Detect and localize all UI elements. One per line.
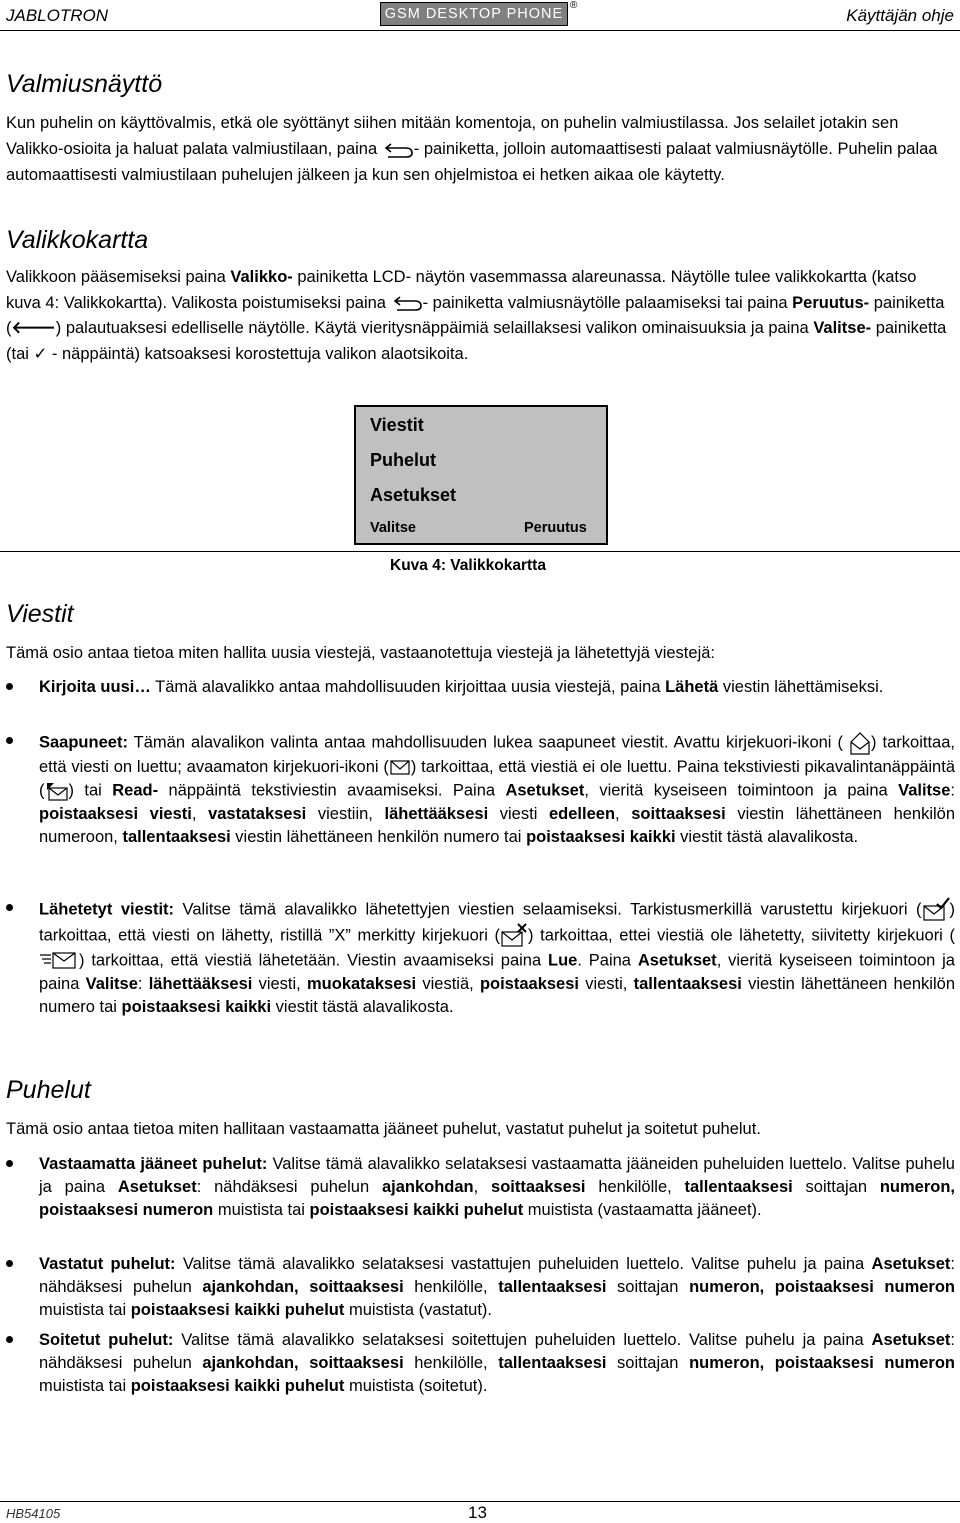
registered-mark: ®: [570, 0, 578, 11]
text: , vieritä kyseiseen toimintoon ja paina: [39, 951, 955, 993]
text: : nähdäksesi puhelun: [39, 1331, 955, 1372]
text: ) tarkoittaa, että viestiä lähetetään. Viestin avaamiseksi paina: [79, 951, 548, 970]
keyword: numeron, poistaaksesi numeron: [39, 1178, 955, 1219]
text: muistista tai: [39, 1377, 131, 1395]
keyword: numeron, poistaaksesi numeron: [689, 1354, 956, 1372]
text: ) tarkoittaa, että viestiä ei ole luettu. Paina tekstiviesti pikavalintanäppäintä (: [39, 758, 955, 800]
keyword: tallentaaksesi: [684, 1178, 793, 1196]
text: ) palautuaksesi edelliselle näytölle. Käytä vieritysnäppäimiä selaillaksesi valikon ominaisuuksia ja paina: [55, 319, 814, 337]
lcd-softkey-peruutus: Peruutus: [524, 520, 587, 536]
keyword: Read-: [112, 781, 159, 800]
text: viestit tästä alavalikosta.: [675, 828, 859, 846]
bullet-marker: [6, 904, 16, 914]
bullet-marker: [6, 1260, 16, 1270]
text: viestin lähettäneen henkilön numero tai: [230, 828, 527, 846]
text: muistista tai: [39, 1301, 131, 1319]
text: : nähdäksesi puhelun: [39, 1255, 955, 1296]
lcd-item-puhelut: Puhelut: [370, 450, 436, 470]
text: painiketta LCD- näytön vasemmassa alareunassa. Näytölle tulee valikkokartta (katso kuva 4: Valikkokartta). Valikosta poistumiseksi paina: [6, 268, 917, 312]
list-item-saapuneet: [39, 730, 955, 849]
lcd-item-viestit: Viestit: [370, 415, 424, 435]
text: muistista (soitetut).: [344, 1377, 488, 1395]
text: soittajan: [792, 1178, 880, 1196]
text: muistista tai: [213, 1201, 310, 1219]
text: - näppäintä) katsoaksesi korostettuja valikon alaotsikoita.: [47, 344, 469, 363]
text: :: [137, 975, 149, 993]
text: . Paina: [577, 951, 638, 970]
text: viestit tästä alavalikosta.: [271, 998, 454, 1016]
keyword: tallentaaksesi: [633, 975, 742, 993]
paragraph-valmiusnaytto: [6, 110, 954, 188]
keyword: tallentaaksesi: [498, 1354, 607, 1372]
keyword: Valitse: [898, 781, 951, 800]
footer-divider: [0, 1501, 960, 1502]
keyword: soittaaksesi: [491, 1178, 586, 1196]
text: ,: [473, 1178, 492, 1196]
paragraph-viestit-intro: Tämä osio antaa tietoa miten hallita uusia viestejä, vastaanotettuja viestejä ja lähetettyjä viestejä:: [6, 644, 715, 662]
bullet-marker: [6, 737, 16, 747]
section-title-viestit: Viestit: [6, 600, 74, 628]
text: muistista (vastaamatta jääneet).: [523, 1201, 762, 1219]
keyword: soittaaksesi: [631, 805, 726, 823]
text: viestiin,: [306, 805, 385, 823]
text: ,: [615, 805, 632, 823]
text: näppäintä tekstiviestin avaamiseksi. Paina: [158, 781, 506, 800]
keyword: poistaaksesi kaikki puhelut: [130, 1301, 345, 1319]
keyword: tallentaaksesi: [122, 828, 231, 846]
item-lead: Lähetetyt viestit:: [39, 900, 175, 919]
paragraph-valikkokartta: [6, 265, 954, 367]
keyword: poistaaksesi kaikki: [121, 998, 272, 1016]
text: ,: [191, 805, 209, 823]
lcd-menu-figure: [354, 405, 608, 545]
item-lead: Vastaamatta jääneet puhelut:: [39, 1155, 268, 1173]
list-item-vastaamatta: [39, 1153, 955, 1222]
back-arrow-icon: [382, 141, 414, 159]
text: henkilölle,: [403, 1278, 499, 1296]
keyword: numeron, poistaaksesi numeron: [689, 1278, 956, 1296]
text: ) tarkoittaa, ettei viestiä ole lähetetty, siivitetty kirjekuori (: [528, 926, 955, 945]
section-title-valmiusnaytto: Valmiusnäyttö: [6, 70, 163, 98]
text: viesti,: [252, 975, 307, 993]
text: ) tai: [68, 781, 113, 800]
item-lead: Kirjoita uusi…: [39, 678, 151, 696]
text: - painiketta, jolloin automaattisesti palaat valmiusnäytölle. Puhelin palaa automaattisesti valmiustilaan puhelujen jälkeen ja kun sen ohjelmistoa ei hetken aikaa ole käytetty.: [6, 140, 938, 184]
keyword: tallentaaksesi: [498, 1278, 607, 1296]
checkmark-icon: ✓: [33, 344, 48, 363]
text: Valikkoon pääsemiseksi paina: [6, 268, 231, 286]
keyword: ajankohdan, soittaaksesi: [202, 1278, 404, 1296]
closed-envelope-icon: [389, 758, 411, 778]
text: Valitse tämä alavalikko selataksesi vastaamatta jääneiden puheluiden luettelo. Valitse puhelu ja paina: [39, 1155, 955, 1196]
text: ) tarkoittaa, että viesti on luettu; avaamaton kirjekuori-ikoni (: [39, 733, 955, 776]
keyword: Asetukset: [117, 1178, 197, 1196]
list-item-vastatut: [39, 1253, 955, 1322]
page-number: 13: [468, 1503, 487, 1522]
keyword: Asetukset: [871, 1331, 951, 1349]
sms-envelope-icon: [45, 779, 69, 803]
text: henkilölle,: [403, 1354, 499, 1372]
keyword: Valitse-: [813, 319, 872, 337]
keyword: Lähetä: [665, 678, 719, 696]
figure-divider: [0, 551, 960, 552]
text: viestin lähettämiseksi.: [718, 678, 884, 696]
keyword: poistaaksesi kaikki puhelut: [309, 1201, 524, 1219]
list-item-kirjoita-uusi: [39, 676, 955, 699]
figure-caption: Kuva 4: Valikkokartta: [390, 557, 546, 574]
text: henkilölle,: [585, 1178, 685, 1196]
left-arrow-icon: 🡐: [11, 319, 56, 337]
text: viesti: [488, 805, 549, 823]
lcd-softkey-valitse: Valitse: [370, 520, 416, 536]
text: soittajan: [606, 1278, 690, 1296]
text: Kun puhelin on käyttövalmis, etkä ole syöttänyt siihen mitään komentoja, on puhelin valmiustilassa. Jos selailet jotakin sen Valikko-osioita ja haluat palata valmiustilaan, paina: [6, 114, 899, 158]
document-title: Käyttäjän ohje: [846, 6, 954, 25]
keyword: Asetukset: [637, 951, 717, 970]
text: , vieritä kyseiseen toimintoon ja paina: [584, 781, 899, 800]
keyword: Valitse: [85, 975, 138, 993]
bullet-marker: [6, 683, 16, 693]
text: painiketta (tai: [6, 319, 947, 363]
text: : nähdäksesi puhelun: [196, 1178, 382, 1196]
product-logo: GSM DESKTOP PHONE: [380, 2, 568, 26]
open-envelope-icon: [849, 730, 871, 756]
bullet-marker: [6, 1336, 16, 1346]
keyword: Asetukset: [505, 781, 585, 800]
keyword: Valikko-: [230, 268, 293, 286]
text: viestin lähettäneen henkilön numero tai: [39, 975, 955, 1016]
keyword: muokataksesi: [306, 975, 417, 993]
keyword: ajankohdan: [381, 1178, 474, 1196]
text: viesti,: [579, 975, 634, 993]
keyword: poistaaksesi viesti: [39, 805, 192, 823]
item-lead: Vastatut puhelut:: [39, 1255, 176, 1273]
winged-envelope-icon: [39, 949, 79, 973]
list-item-lahetetyt: [39, 897, 955, 1019]
envelope-x-icon: [500, 923, 528, 949]
back-arrow-icon: [391, 294, 423, 312]
text: ) tarkoittaa, että viesti on lähetty, ristillä ”X” merkitty kirjekuori (: [39, 900, 955, 945]
text: painiketta (: [6, 293, 945, 337]
text: viestin lähettäneen henkilön numeroon,: [39, 805, 956, 846]
item-lead: Soitetut puhelut:: [39, 1331, 174, 1349]
section-title-valikkokartta: Valikkokartta: [6, 226, 149, 254]
keyword: Asetukset: [871, 1255, 951, 1273]
bullet-marker: [6, 1160, 16, 1170]
text: Valitse tämä alavalikko lähetettyjen viestien selaamiseksi. Tarkistusmerkillä varustettu kirjekuori (: [174, 900, 922, 919]
keyword: lähettääksesi: [148, 975, 253, 993]
keyword: Lue: [548, 951, 578, 970]
text: Valitse tämä alavalikko selataksesi soitettujen puheluiden luettelo. Valitse puhelu ja paina: [173, 1331, 872, 1349]
lcd-item-asetukset: Asetukset: [370, 485, 457, 505]
keyword: lähettääksesi: [384, 805, 489, 823]
paragraph-puhelut-intro: Tämä osio antaa tietoa miten hallitaan vastaamatta jääneet puhelut, vastatut puhelut ja soitetut puhelut.: [6, 1120, 761, 1138]
text: Valitse tämä alavalikko selataksesi vastattujen puheluiden luettelo. Valitse puhelu ja paina: [175, 1255, 872, 1273]
brand-name: JABLOTRON: [6, 6, 109, 25]
keyword: poistaaksesi kaikki: [526, 828, 676, 846]
section-title-puhelut: Puhelut: [6, 1076, 91, 1104]
list-item-soitetut: [39, 1329, 955, 1398]
text: Tämä alavalikko antaa mahdollisuuden kirjoittaa uusia viestejä, paina: [150, 678, 666, 696]
keyword: poistaaksesi kaikki puhelut: [130, 1377, 345, 1395]
keyword: vastataksesi: [208, 805, 307, 823]
header-divider: [0, 30, 960, 31]
keyword: poistaaksesi: [479, 975, 579, 993]
text: - painiketta valmiusnäytölle palaamiseksi tai paina: [422, 293, 793, 312]
envelope-check-icon: [922, 897, 950, 923]
keyword: Peruutus-: [792, 293, 870, 312]
keyword: edelleen: [548, 805, 616, 823]
text: viestiä,: [416, 975, 480, 993]
text: soittajan: [606, 1354, 690, 1372]
keyword: ajankohdan, soittaaksesi: [202, 1354, 404, 1372]
text: :: [950, 781, 955, 800]
item-lead: Saapuneet:: [39, 733, 128, 752]
text: muistista (vastatut).: [344, 1301, 492, 1319]
document-code: HB54105: [6, 1506, 61, 1521]
text: Tämän alavalikon valinta antaa mahdollisuuden lukea saapuneet viestit. Avattu kirjekuori-ikoni (: [127, 733, 850, 752]
